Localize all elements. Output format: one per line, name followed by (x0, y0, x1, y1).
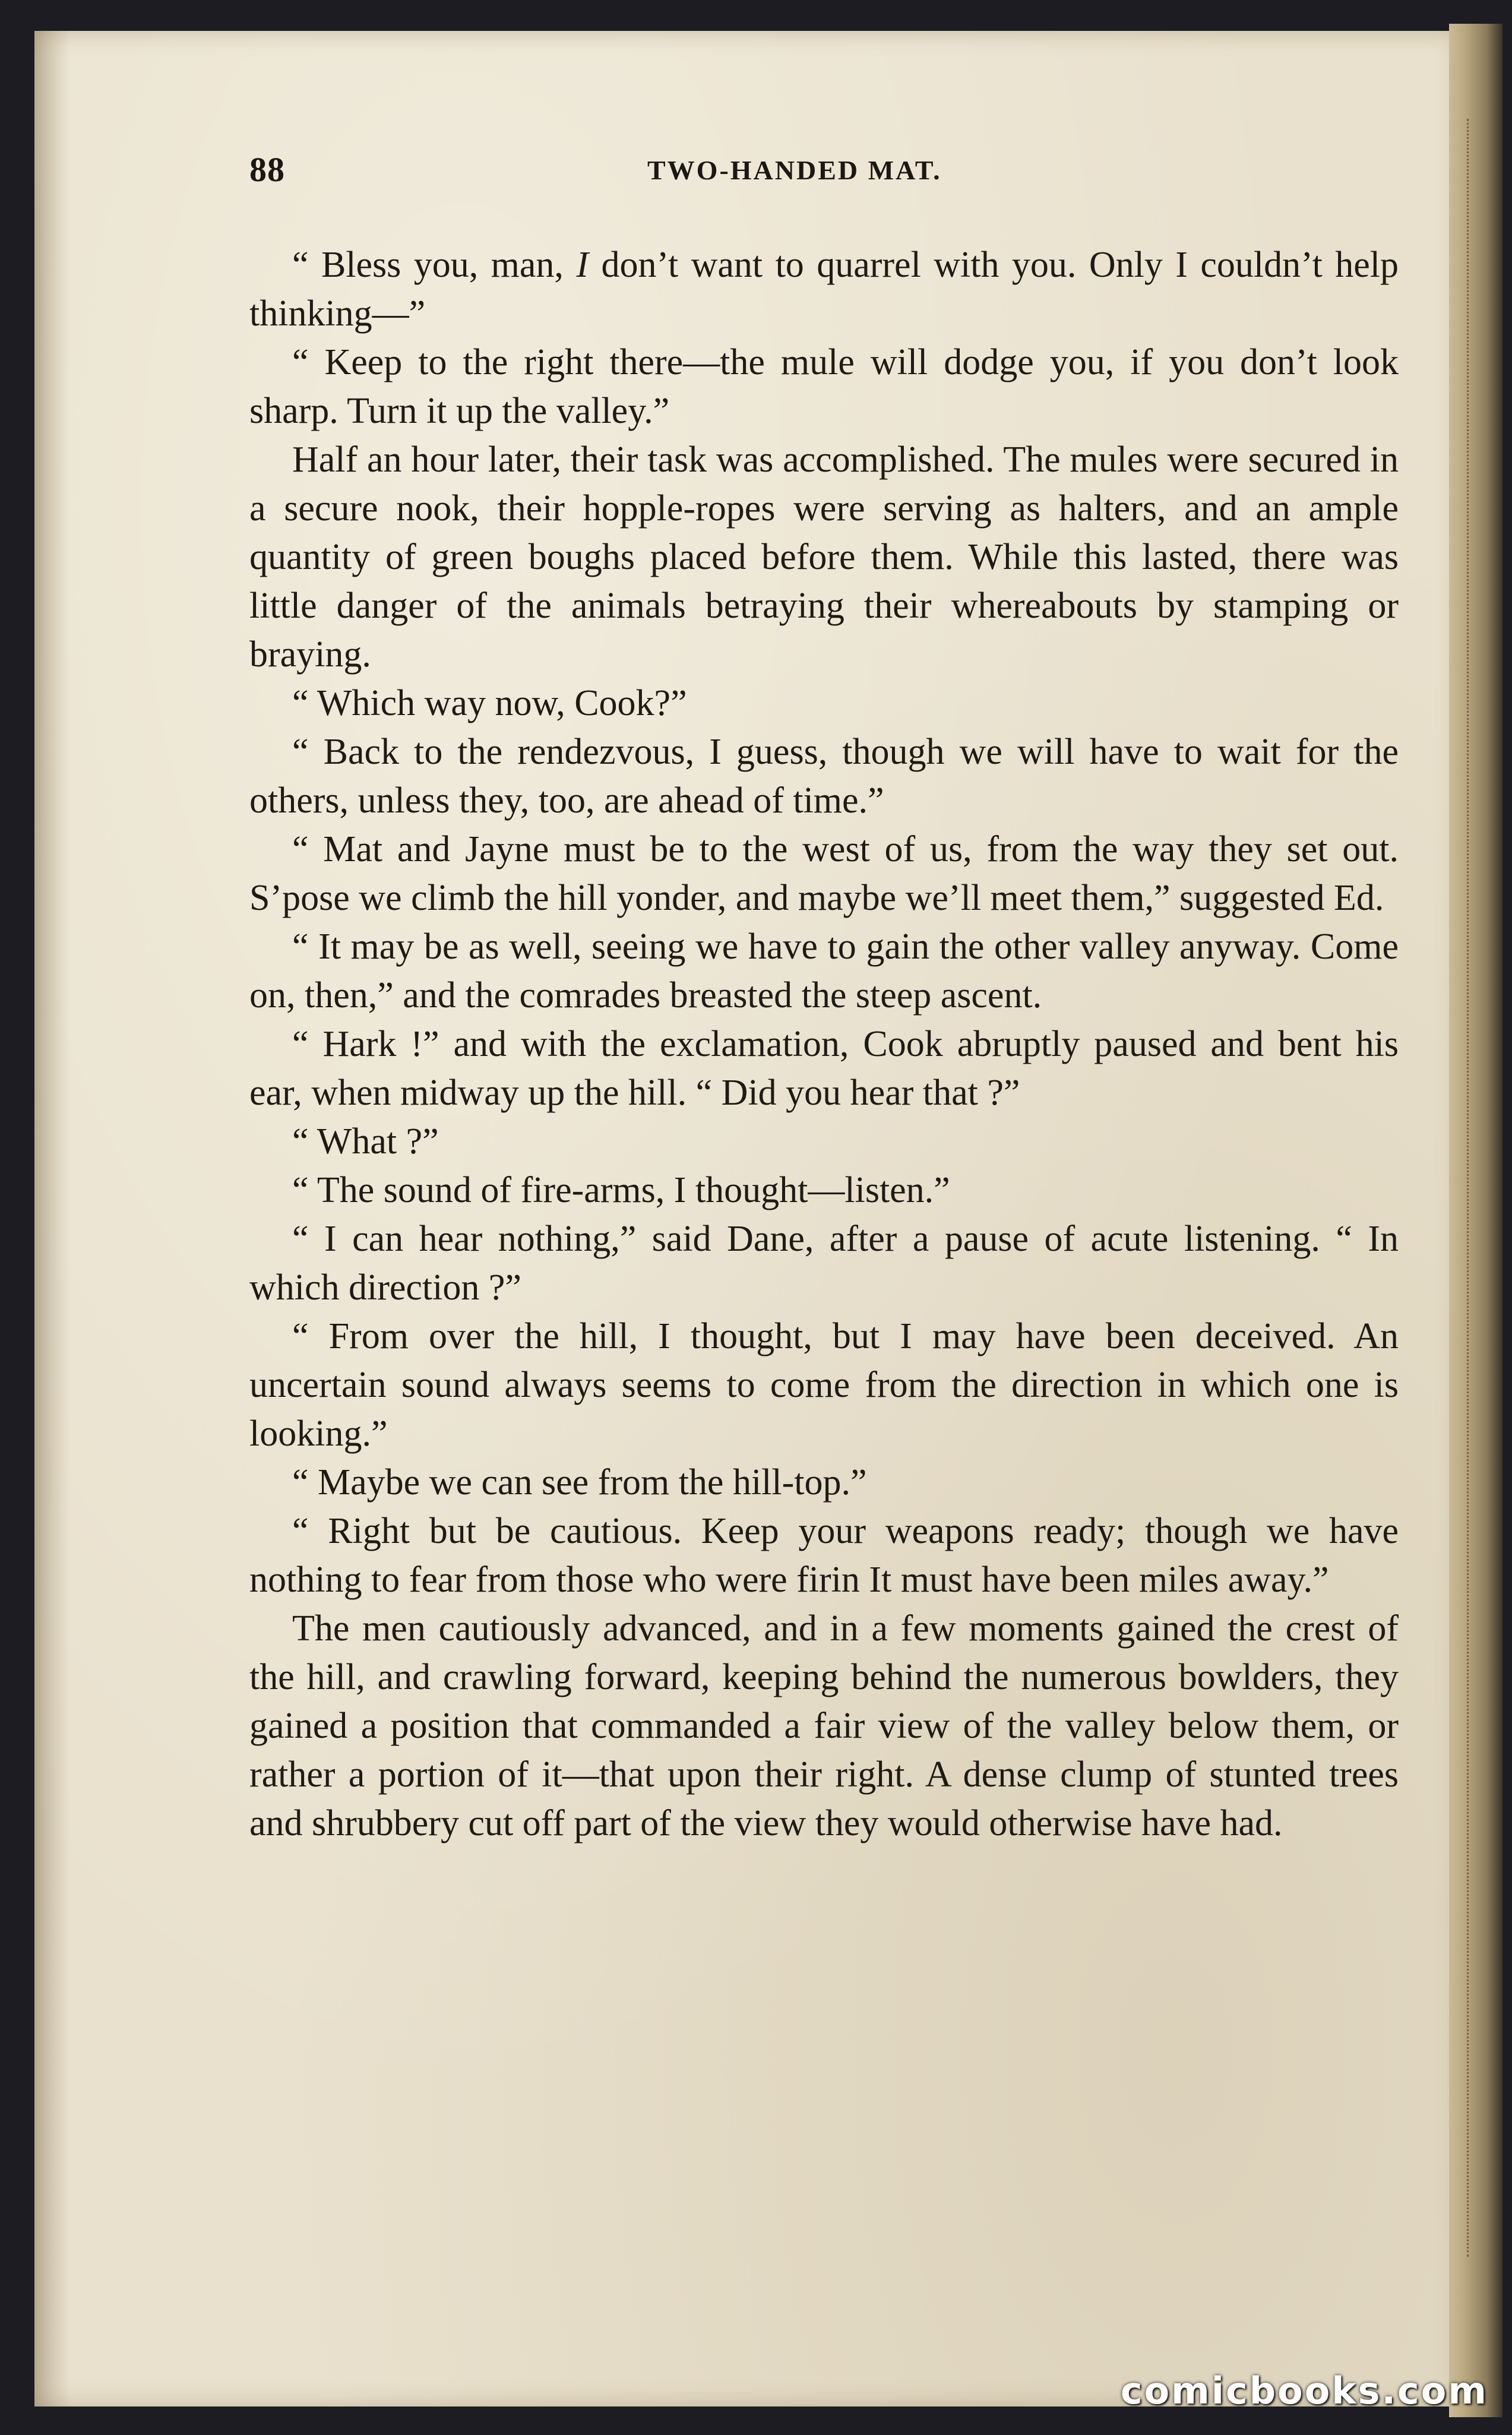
paragraph: “ Maybe we can see from the hill-top.” (292, 1462, 867, 1503)
page-edge-stack (1449, 24, 1502, 2417)
emphasized-word: I (576, 245, 589, 285)
paragraph: “ From over the hill, I thought, but I may have been deceived. An uncertain sound always seems to come from the direction in which one is looking.” (249, 1316, 1399, 1454)
paragraph-text-after: don’t want to quarrel with you. Only I couldn’t help thinking—” (249, 245, 1399, 334)
paragraph: “ Keep to the right there—the mule will dodge you, if you don’t look sharp. Turn it up the valley.” (249, 342, 1399, 431)
site-watermark: comicbooks.com (1120, 2369, 1488, 2412)
paragraph (249, 241, 1399, 338)
running-header (249, 150, 1378, 191)
paragraph: “ Which way now, Cook?” (292, 683, 687, 723)
paragraph: “ Back to the rendezvous, I guess, though we will have to wait for the others, unless they, too, are ahead of time.” (249, 732, 1399, 821)
paragraph: The men cautiously advanced, and in a few moments gained the crest of the hill, and crawling forward, keeping behind the numerous bowlders, they gained a position that commanded a fair view of the valley below them, or rather a portion of it—that upon their right. A dense clump of stunted trees and shrubbery cut off part of the view they would otherwise have had. (249, 1608, 1399, 1843)
paragraph: “ Right but be cautious. Keep your weapons ready; though we have nothing to fear from those who were firin It must have been miles away.” (249, 1511, 1399, 1600)
page-number: 88 (249, 150, 285, 189)
body-text (249, 241, 1399, 1848)
paragraph: “ It may be as well, seeing we have to gain the other valley anyway. Come on, then,” and the comrades breasted the steep ascent. (249, 926, 1399, 1016)
running-title: TWO-HANDED MAT. (647, 155, 942, 185)
paragraph: Half an hour later, their task was accomplished. The mules were secured in a secure nook, their hopple-ropes were serving as halters, and an ample quantity of green boughs placed before them. While this lasted, there was little danger of the animals betraying their whereabouts by stamping or braying. (249, 439, 1399, 675)
paragraph: “ What ?” (292, 1121, 439, 1162)
page-edge-speckles (1467, 119, 1473, 2257)
paragraph-text-before: “ Bless you, man, (292, 245, 577, 285)
paragraph: “ I can hear nothing,” said Dane, after a pause of acute listening. “ In which direction ?” (249, 1219, 1399, 1308)
paragraph: “ Mat and Jayne must be to the west of us, from the way they set out. S’pose we climb the hill yonder, and maybe we’ll meet them,” suggested Ed. (249, 829, 1399, 918)
gutter-shadow (34, 31, 70, 2406)
paragraph: “ The sound of fire-arms, I thought—listen.” (292, 1170, 950, 1210)
paragraph: “ Hark !” and with the exclamation, Cook abruptly paused and bent his ear, when midway up the hill. “ Did you hear that ?” (249, 1024, 1399, 1113)
